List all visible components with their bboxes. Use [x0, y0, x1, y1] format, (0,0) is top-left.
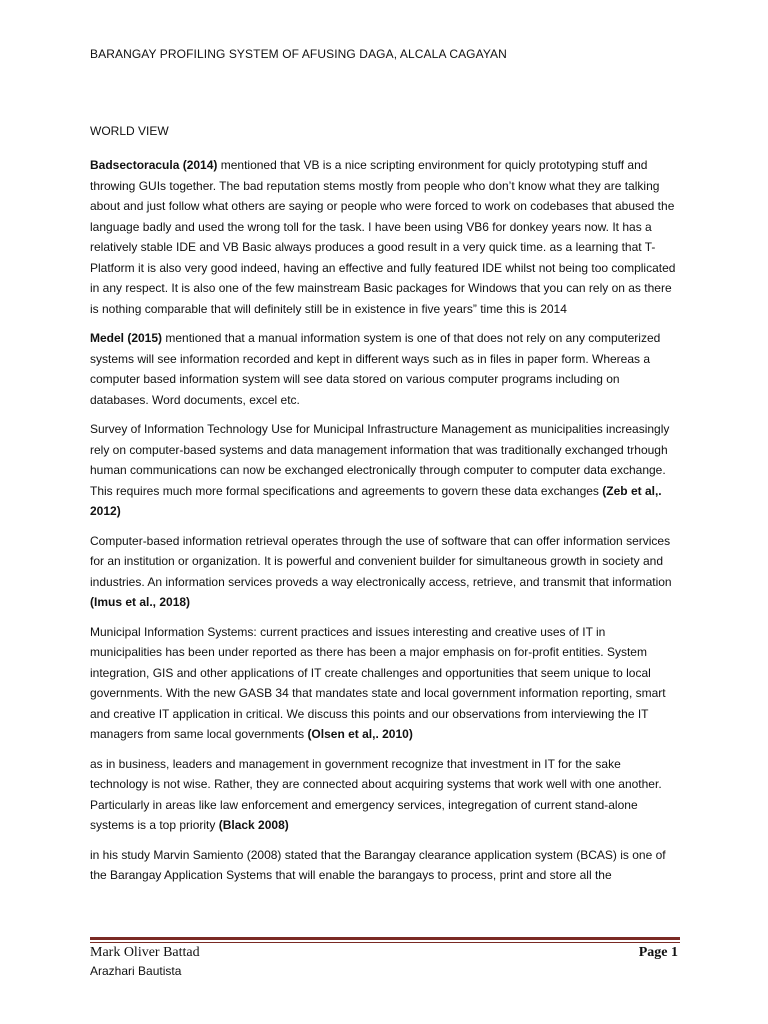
paragraph-citation: (Black 2008) — [218, 818, 289, 832]
paragraph-citation: (Imus et al., 2018) — [90, 595, 191, 609]
paragraph — [90, 328, 680, 410]
paragraph-citation: (Zeb et al,. 2012) — [90, 483, 662, 518]
footer-page-number: Page 1 — [638, 945, 678, 960]
paragraph — [90, 419, 680, 522]
paragraph-text: Computer-based information retrieval operates through the use of software that can offer information services for an institution or organization. It is powerful and convenient builder for simultaneous growth in society and industries. An information services proveds a way electronically access, retrieve, and transmit that information — [90, 533, 672, 589]
paragraph-text: mentioned that VB is a nice scripting environment for quicly prototyping stuff and throwing GUIs together. The bad reputation stems mostly from people who don’t know what they are talking about and just follow what others are saying or people who were forced to work on codebases that abused the language badly and used the wrong toll for the task. I have been using VB6 for donkey years now. It has a relatively stable IDE and VB Basic always produces a good result in a very quick time. as a learning that T-Platform it is also very good indeed, having an effective and fully featured IDE whilst not being too complicated in any respect. It is also one of the few mainstream Basic packages for Windows that you can rely on as there is nothing comparable that will definitely still be in existence in five years” time this is 2014 — [90, 158, 676, 316]
paragraph-lead: Medel (2015) — [90, 331, 163, 345]
paragraph-text: as in business, leaders and management in government recognize that investment in IT for the sake technology is not wise. Rather, they are connected about acquiring systems that work well with one another. Particularly in areas like law enforcement and emergency services, integregation of current stand-alone systems is a top priority — [90, 756, 662, 832]
body-text — [90, 155, 680, 895]
footer-author-primary: Mark Oliver Battad — [90, 945, 200, 960]
section-heading: WORLD VIEW — [90, 124, 169, 138]
paragraph-text: mentioned that a manual information system is one of that does not rely on any computerized systems will see information recorded and kept in different ways such as in files in paper form. Whereas a computer based information system will see data stored on various computer programs including on databases. Word documents, excel etc. — [90, 331, 661, 407]
paragraph-text: Survey of Information Technology Use for Municipal Infrastructure Management as municipalities increasingly rely on computer-based systems and data management information that was traditionally exchanged trhough human communications can now be exchanged electronically through computer to computer data exchange. This requires much more formal specifications and agreements to govern these data exchanges — [90, 422, 670, 498]
paragraph-text: Municipal Information Systems: current practices and issues interesting and creative uses of IT in municipalities has been under reported as there has been a major emphasis on for-profit entities. System integration, GIS and other applications of IT create challenges and opportunities that seem unique to local governments. With the new GASB 34 that mandates state and local government information reporting, smart and creative IT application in critical. We discuss this points and our observations from interviewing the IT managers from same local governments — [90, 624, 666, 741]
footer-author-secondary: Arazhari Bautista — [90, 964, 182, 978]
paragraph — [90, 155, 680, 319]
footer-divider-thin — [90, 942, 680, 943]
paragraph — [90, 754, 680, 836]
footer-divider-thick — [90, 937, 680, 940]
paragraph — [90, 845, 680, 886]
paragraph-lead: Badsectoracula (2014) — [90, 158, 218, 172]
paragraph — [90, 531, 680, 613]
paragraph-text: in his study Marvin Samiento (2008) stated that the Barangay clearance application system (BCAS) is one of the Barangay Application Systems that will enable the barangays to process, print and store all the — [90, 847, 666, 882]
paragraph — [90, 622, 680, 745]
page-header-title: BARANGAY PROFILING SYSTEM OF AFUSING DAGA, ALCALA CAGAYAN — [90, 47, 507, 61]
paragraph-citation: (Olsen et al,. 2010) — [307, 727, 413, 741]
